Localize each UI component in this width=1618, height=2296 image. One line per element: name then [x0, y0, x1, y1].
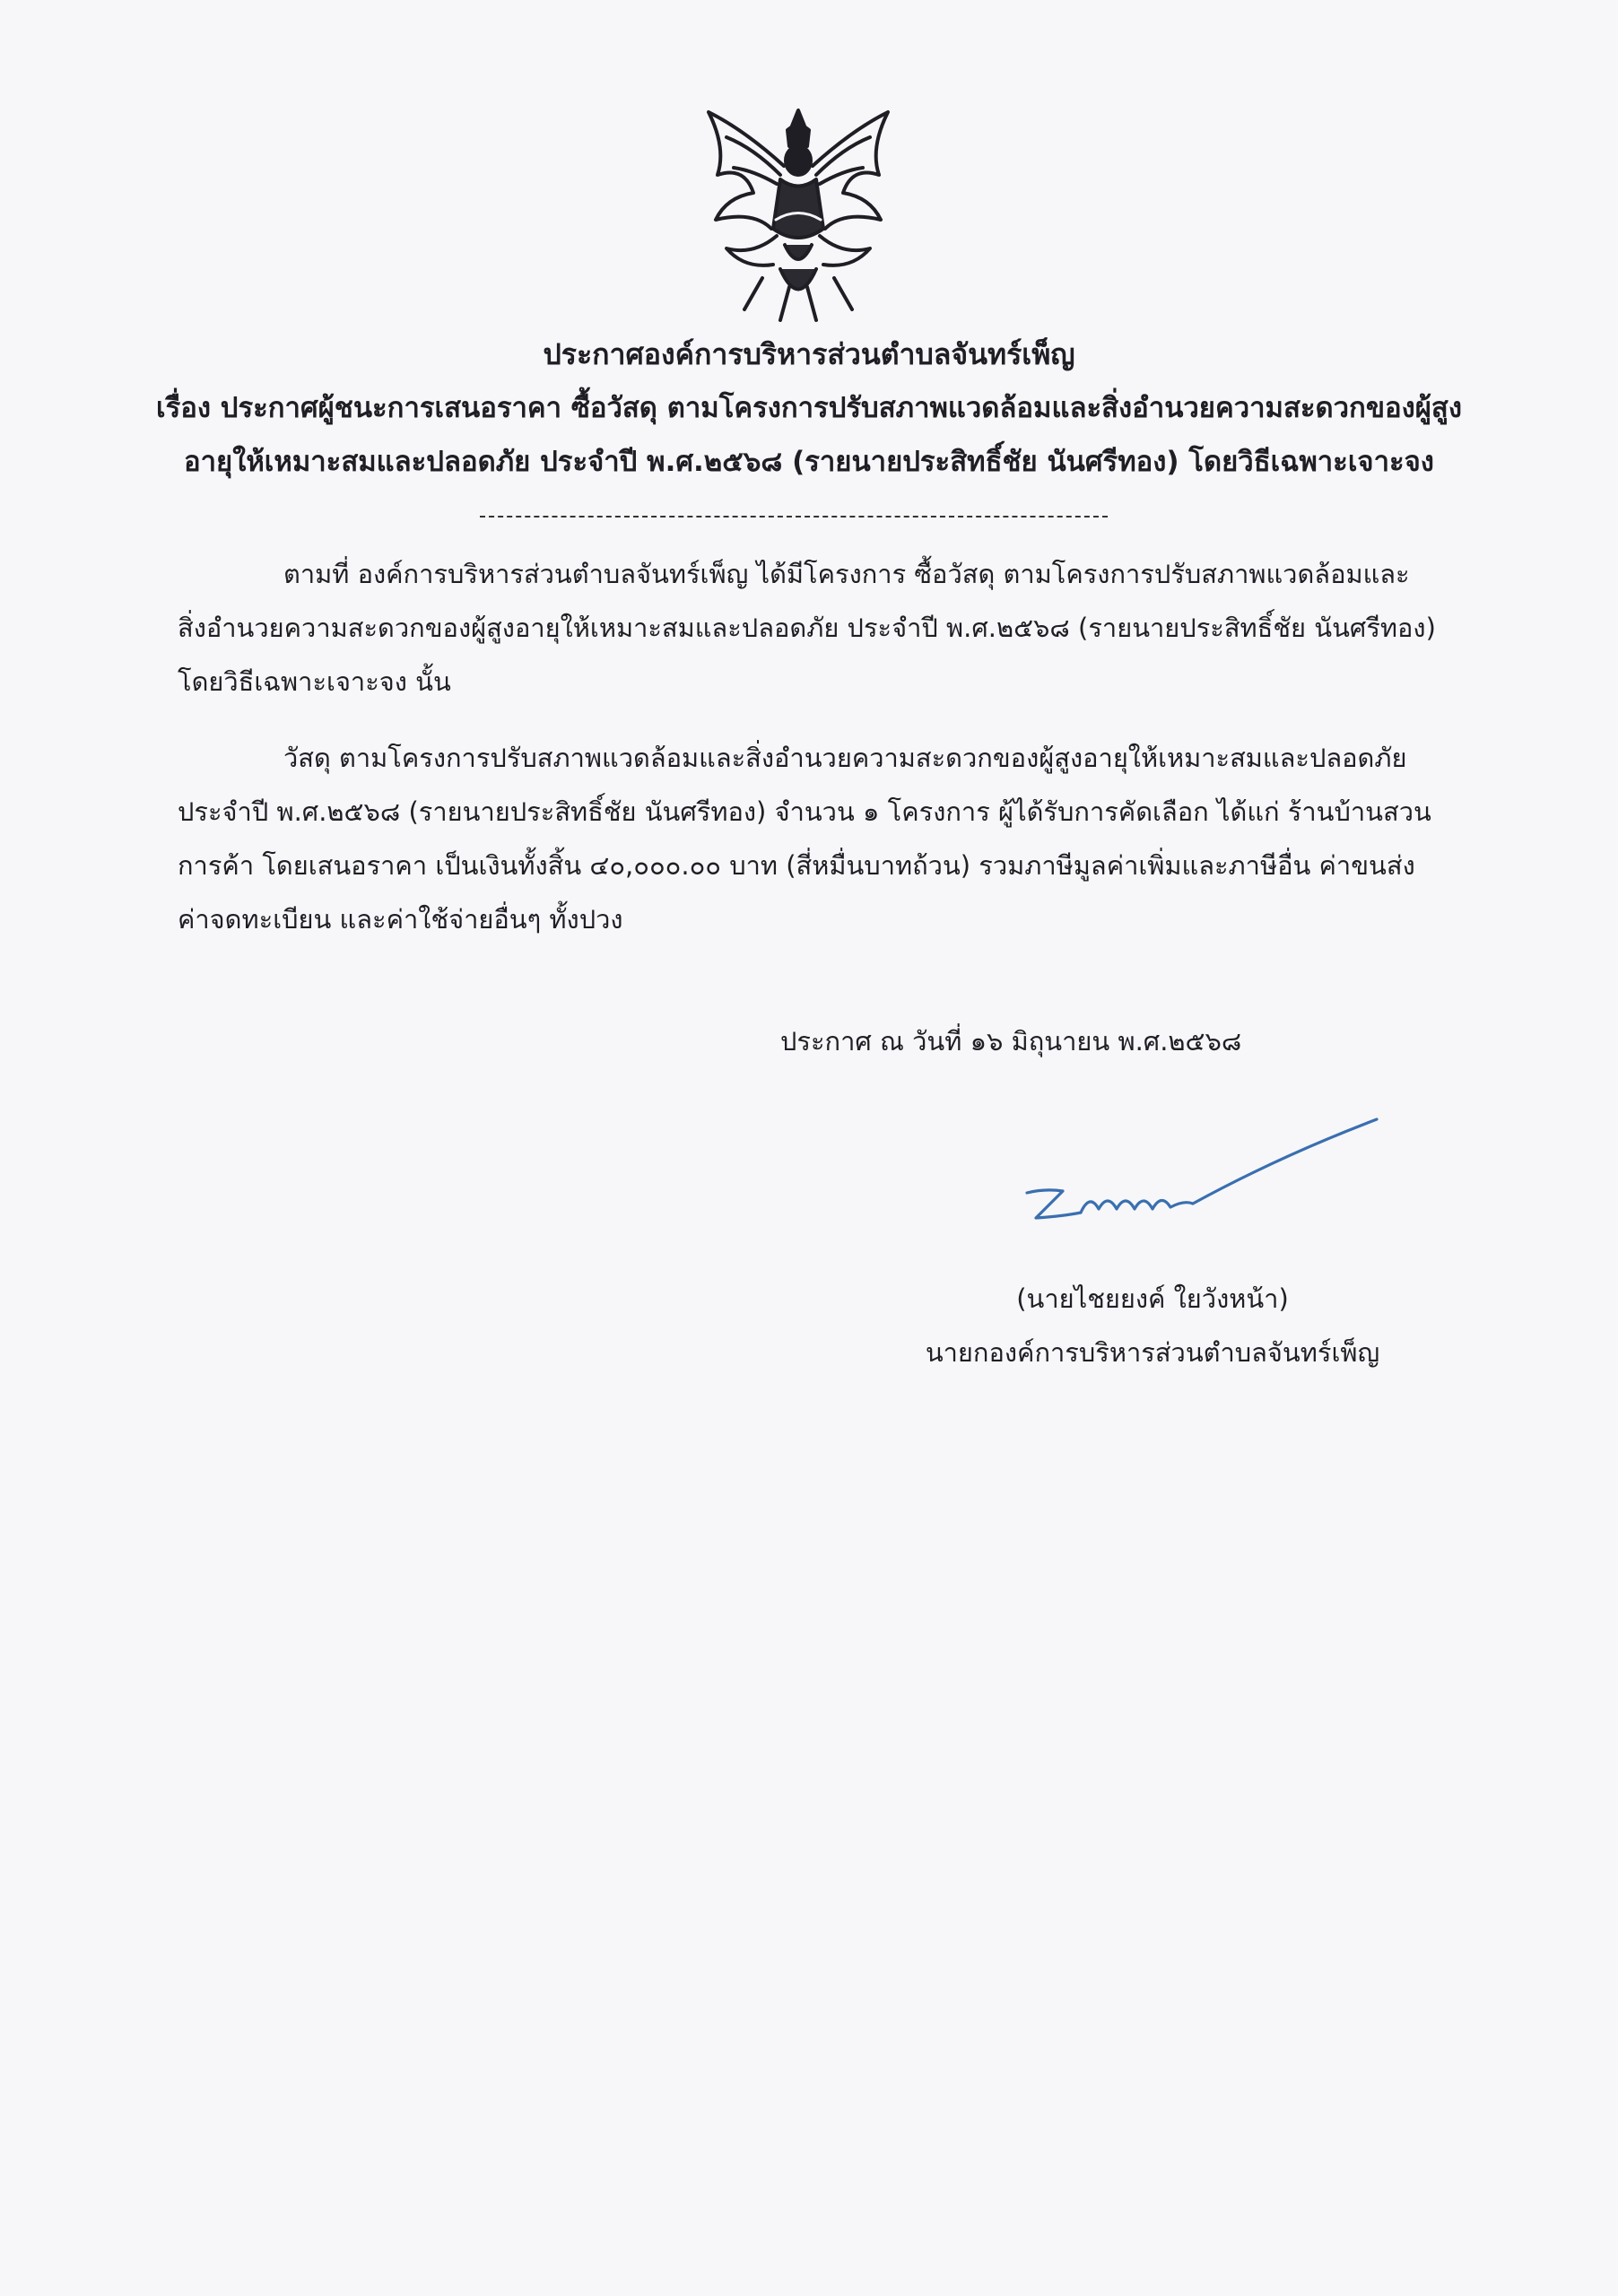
paragraph-1-line: ตามที่ องค์การบริหารส่วนตำบลจันทร์เพ็ญ ได้มีโครงการ ซื้อวัสดุ ตามโครงการปรับสภาพแวดล้อมและ — [283, 559, 1410, 589]
subject-line-2: อายุให้เหมาะสมและปลอดภัย ประจำปี พ.ศ.๒๕๖๘ (รายนายประสิทธิ์ชัย นันศรีทอง) โดยวิธีเฉพาะเจาะจง — [184, 446, 1434, 478]
paragraph-2-line: ค่าจดทะเบียน และค่าใช้จ่ายอื่นๆ ทั้งปวง — [178, 904, 623, 935]
subject-line-1: เรื่อง ประกาศผู้ชนะการเสนอราคา ซื้อวัสดุ ตามโครงการปรับสภาพแวดล้อมและสิ่งอำนวยความสะดวกของผู้สูง — [156, 392, 1462, 424]
handwritten-signature — [1009, 1103, 1386, 1229]
signer-name: (นายไชยยงค์ ใยวังหน้า) — [1016, 1283, 1289, 1314]
paragraph-1 — [178, 547, 1436, 709]
paragraph-2-line: การค้า โดยเสนอราคา เป็นเงินทั้งสิ้น ๔๐,๐๐๐.๐๐ บาท (สี่หมื่นบาทถ้วน) รวมภาษีมูลค่าเพิ่มและภาษีอื่น ค่าขนส่ง — [178, 850, 1415, 881]
header-divider — [480, 516, 1108, 517]
paragraph-2-line: วัสดุ ตามโครงการปรับสภาพแวดล้อมและสิ่งอำนวยความสะดวกของผู้สูงอายุให้เหมาะสมและปลอดภัย — [283, 743, 1407, 773]
signer-position: นายกองค์การบริหารส่วนตำบลจันทร์เพ็ญ — [925, 1337, 1380, 1368]
paragraph-1-line: โดยวิธีเฉพาะเจาะจง นั้น — [178, 666, 451, 697]
paragraph-1-line: สิ่งอำนวยความสะดวกของผู้สูงอายุให้เหมาะสมและปลอดภัย ประจำปี พ.ศ.๒๕๖๘ (รายนายประสิทธิ์ชัย นันศรีทอง) — [178, 613, 1436, 643]
garuda-emblem-icon — [691, 94, 906, 327]
paragraph-2-line: ประจำปี พ.ศ.๒๕๖๘ (รายนายประสิทธิ์ชัย นันศรีทอง) จำนวน ๑ โครงการ ผู้ได้รับการคัดเลือก ได้แก่ ร้านบ้านสวน — [178, 796, 1431, 827]
announcement-header — [90, 327, 1528, 489]
announcement-date: ประกาศ ณ วันที่ ๑๖ มิถุนายน พ.ศ.๒๕๖๘ — [780, 1026, 1242, 1057]
signer-block — [861, 1272, 1444, 1379]
announcement-title: ประกาศองค์การบริหารส่วนตำบลจันทร์เพ็ญ — [543, 337, 1075, 371]
paragraph-2 — [178, 731, 1433, 946]
